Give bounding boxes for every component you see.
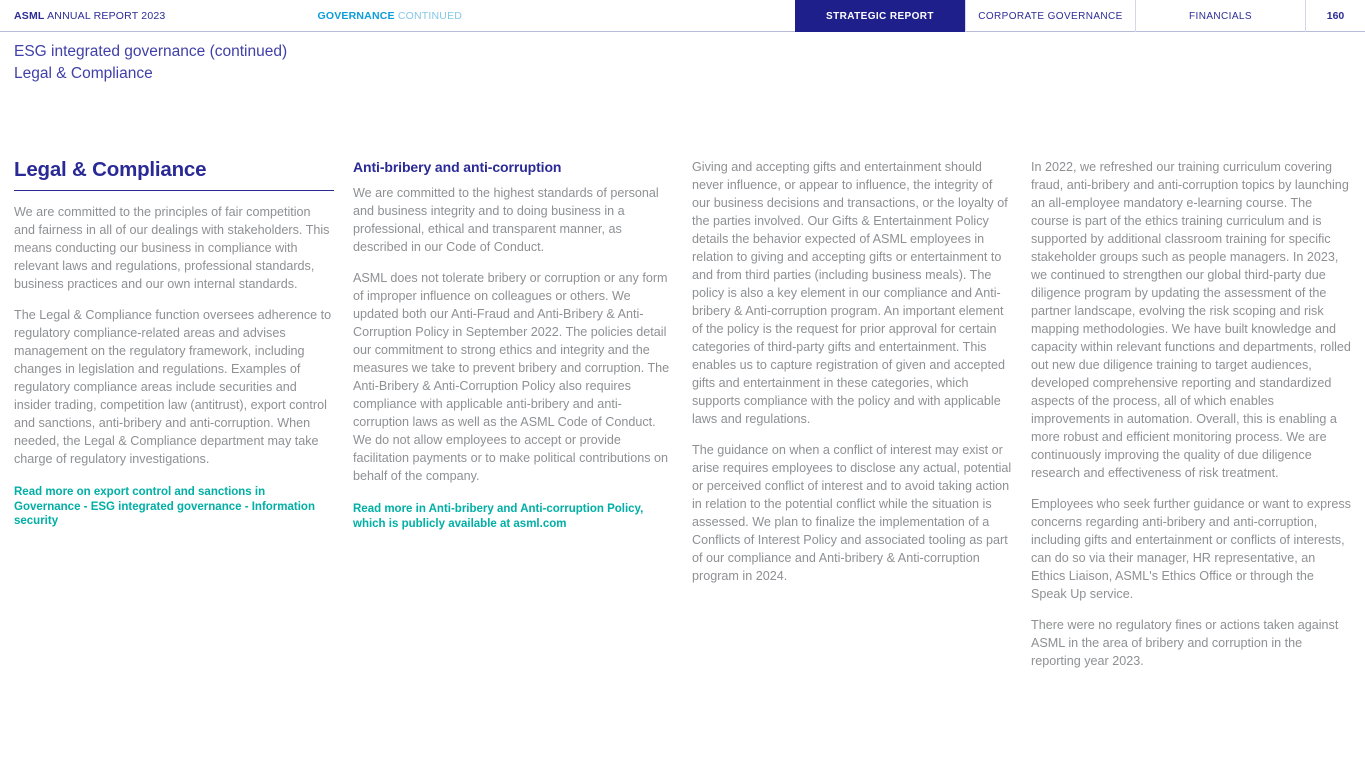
content-columns <box>14 158 1351 683</box>
column-gifts-entertainment <box>692 158 1012 683</box>
read-more-link-anti-bribery-policy[interactable]: Read more in Anti-bribery and Anti-corruption Policy, which is publicly available at asml.com <box>353 503 644 530</box>
page-number: 160 <box>1305 0 1365 32</box>
paragraph: Employees who seek further guidance or want to express concerns regarding anti-bribery and anti-corruption, including gifts and entertainment or conflicts of interests, can do so via their manager, HR representative, an Ethics Liaison, ASML's Ethics Office or through the Speak Up service. <box>1031 497 1351 601</box>
column-anti-bribery <box>353 158 673 683</box>
header-left <box>0 0 795 31</box>
anti-bribery-title: Anti-bribery and anti-corruption <box>353 159 562 175</box>
report-title <box>14 10 165 22</box>
page-subtitle <box>14 41 1365 85</box>
legal-compliance-title: Legal & Compliance <box>14 158 334 191</box>
column-training-due-diligence <box>1031 158 1351 683</box>
paragraph: There were no regulatory fines or actions taken against ASML in the area of bribery and corruption in the reporting year 2023. <box>1031 618 1339 668</box>
header-tabs <box>795 0 1365 32</box>
column-legal-compliance <box>14 158 334 683</box>
paragraph: We are committed to the principles of fair competition and fairness in all of our dealings with stakeholders. This means conducting our business in compliance with relevant laws and regulations, professional standards, business practices and our own internal standards. <box>14 205 330 291</box>
section-breadcrumb <box>317 10 462 22</box>
paragraph: The guidance on when a conflict of interest may exist or arise requires employees to disclose any actual, potential or perceived conflict of interest and to avoid taking action in relation to the potential conflict while the situation is assessed. We plan to finalize the implementation of a Conflicts of Interest Policy and associated tooling as part of our compliance and Anti-bribery & Anti-corruption program in 2024. <box>692 443 1012 583</box>
report-title-rest: ANNUAL REPORT 2023 <box>44 9 166 22</box>
paragraph: The Legal & Compliance function oversees adherence to regulatory compliance-related areas and advises management on the regulatory framework, including changes in legislation and regulations. Examples of regulatory compliance areas include securities and insider trading, competition law (antitrust), export control and sanctions, anti-bribery and anti-corruption. When needed, the Legal & Compliance department may take charge of regulatory investigations. <box>14 308 332 466</box>
subtitle-line1: ESG integrated governance (continued) <box>14 43 288 60</box>
paragraph: We are committed to the highest standards of personal and business integrity and to doing business in a professional, ethical and transparent manner, as described in our Code of Conduct. <box>353 186 659 254</box>
paragraph: In 2022, we refreshed our training curriculum covering fraud, anti-bribery and anti-corruption topics by launching an all-employee mandatory e-learning course. The course is part of the ethics training curriculum and is supported by additional classroom training for specific stakeholder groups such as people managers. In 2023, we continued to strengthen our global third-party due diligence program by updating the assessment of the partner landscape, evolving the risk scoping and risk mapping methodologies. We have built knowledge and capacity within relevant functions and departments, rolled out new due diligence training to target audiences, developed comprehensive reporting and standardized aspects of the process, all of which enables improvements in automation. Overall, this is enabling a more robust and efficient monitoring process. We are continuously improving the quality of due diligence research and effectiveness of risk treatment. <box>1031 160 1351 480</box>
read-more-link-export-control[interactable]: Read more on export control and sanctions in Governance - ESG integrated governance - Information security <box>14 486 315 527</box>
tab-financials[interactable]: FINANCIALS <box>1135 0 1305 32</box>
tab-strategic-report[interactable]: STRATEGIC REPORT <box>795 0 965 32</box>
paragraph: Giving and accepting gifts and entertainment should never influence, or appear to influence, the integrity of our business decisions and transactions, or the loyalty of the parties involved. Our Gifts & Entertainment Policy details the behavior expected of ASML employees in relation to giving and accepting gifts or entertainment to and from third parties (including business meals). The policy is also a key element in our compliance and Anti-bribery & Anti-corruption program. An important element of the policy is the request for prior approval for certain categories of third-party gifts and entertainment. This enables us to capture registration of given and accepted gifts and entertainment in these categories, which supports compliance with the policy and with applicable laws and regulations. <box>692 160 1008 426</box>
brand-name: ASML <box>14 9 45 22</box>
section-continued: CONTINUED <box>394 9 463 22</box>
section-name: GOVERNANCE <box>317 9 395 22</box>
subtitle-line2: Legal & Compliance <box>14 65 153 82</box>
tab-corporate-governance[interactable]: CORPORATE GOVERNANCE <box>965 0 1135 32</box>
header-bar <box>0 0 1365 32</box>
paragraph: ASML does not tolerate bribery or corruption or any form of improper influence on colleagues or others. We updated both our Anti-Fraud and Anti-Bribery & Anti-Corruption Policy in September 2022. The policies detail our commitment to strong ethics and integrity and the measures we take to prevent bribery and corruption. The Anti-Bribery & Anti-Corruption Policy also requires compliance with applicable anti-bribery and anti-corruption laws as well as the ASML Code of Conduct. We do not allow employees to accept or provide facilitation payments or to make political contributions on behalf of the company. <box>353 271 670 483</box>
